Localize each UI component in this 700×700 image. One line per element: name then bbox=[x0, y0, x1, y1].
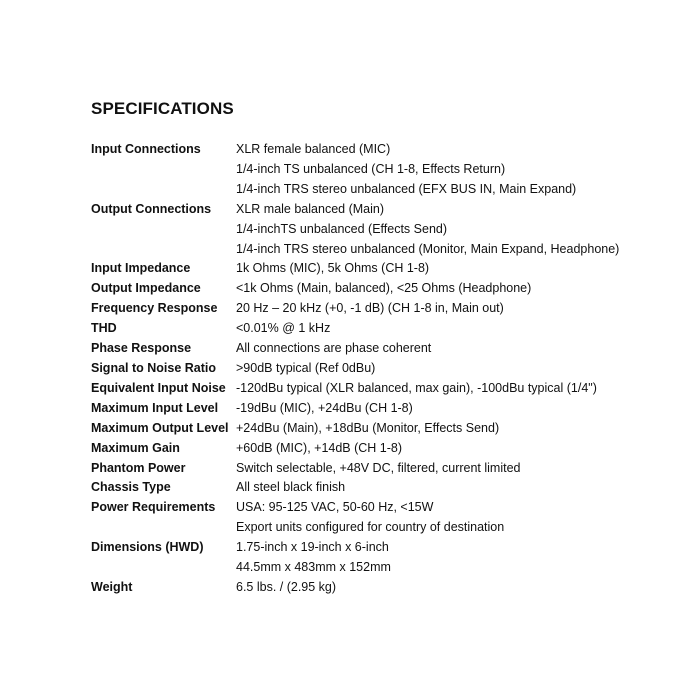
spec-label: Maximum Output Level bbox=[91, 420, 229, 435]
spec-row bbox=[91, 439, 651, 459]
spec-label: Output Connections bbox=[91, 201, 212, 216]
spec-value: -19dBu (MIC), +24dBu (CH 1-8) bbox=[236, 400, 413, 415]
spec-label: Weight bbox=[91, 579, 133, 594]
spec-value: Export units configured for country of destination bbox=[236, 520, 505, 535]
spec-row bbox=[91, 538, 651, 578]
spec-label: Power Requirements bbox=[91, 500, 216, 515]
spec-value: -120dBu typical (XLR balanced, max gain), -100dBu typical (1/4") bbox=[236, 380, 597, 395]
page-title: SPECIFICATIONS bbox=[91, 99, 234, 118]
spec-row bbox=[91, 498, 651, 538]
spec-row bbox=[91, 419, 651, 439]
spec-values bbox=[236, 538, 651, 578]
spec-label: Dimensions (HWD) bbox=[91, 540, 204, 555]
spec-label: Phantom Power bbox=[91, 460, 186, 475]
spec-values bbox=[236, 319, 651, 339]
spec-value: 1k Ohms (MIC), 5k Ohms (CH 1-8) bbox=[236, 261, 430, 276]
spec-values bbox=[236, 419, 651, 439]
spec-label: Input Connections bbox=[91, 142, 201, 156]
spec-label: Chassis Type bbox=[91, 480, 171, 495]
spec-row bbox=[91, 478, 651, 498]
spec-row bbox=[91, 259, 651, 279]
spec-row bbox=[91, 319, 651, 339]
spec-values bbox=[236, 359, 651, 379]
spec-row bbox=[91, 339, 651, 359]
spec-value: USA: 95-125 VAC, 50-60 Hz, <15W bbox=[236, 500, 434, 515]
spec-row bbox=[91, 399, 651, 419]
spec-values bbox=[236, 339, 651, 359]
spec-values bbox=[236, 299, 651, 319]
spec-label: Phase Response bbox=[91, 341, 192, 356]
spec-value: All connections are phase coherent bbox=[236, 341, 432, 356]
spec-value: 1/4-inch TS unbalanced (CH 1-8, Effects Return) bbox=[236, 161, 506, 176]
spec-label: Signal to Noise Ratio bbox=[91, 360, 217, 375]
spec-label: Output Impedance bbox=[91, 281, 201, 296]
spec-value: 1/4-inch TRS stereo unbalanced (EFX BUS IN, Main Expand) bbox=[236, 181, 577, 196]
spec-value: >90dB typical (Ref 0dBu) bbox=[236, 360, 376, 375]
spec-value: 1.75-inch x 19-inch x 6-inch bbox=[236, 540, 389, 555]
spec-value: 1/4-inch TRS stereo unbalanced (Monitor, Main Expand, Headphone) bbox=[236, 241, 620, 256]
spec-row bbox=[91, 200, 651, 260]
spec-value: 1/4-inchTS unbalanced (Effects Send) bbox=[236, 221, 448, 236]
spec-values bbox=[236, 259, 651, 279]
spec-label: Maximum Input Level bbox=[91, 400, 219, 415]
spec-value: <0.01% @ 1 kHz bbox=[236, 321, 331, 336]
spec-values bbox=[236, 200, 651, 260]
spec-values bbox=[236, 439, 651, 459]
spec-row bbox=[91, 359, 651, 379]
spec-values bbox=[236, 379, 651, 399]
spec-values bbox=[236, 399, 651, 419]
spec-row bbox=[91, 459, 651, 479]
spec-label: Frequency Response bbox=[91, 301, 218, 316]
spec-label: THD bbox=[91, 321, 117, 336]
spec-value: Switch selectable, +48V DC, filtered, current limited bbox=[236, 460, 521, 475]
spec-row bbox=[91, 379, 651, 399]
spec-value: +60dB (MIC), +14dB (CH 1-8) bbox=[236, 440, 403, 455]
spec-table bbox=[91, 140, 651, 598]
spec-values bbox=[236, 140, 651, 200]
spec-row bbox=[91, 578, 651, 598]
spec-values bbox=[236, 498, 651, 538]
spec-values bbox=[236, 578, 651, 598]
spec-value: 44.5mm x 483mm x 152mm bbox=[236, 560, 391, 575]
spec-value: All steel black finish bbox=[236, 480, 346, 495]
spec-label: Input Impedance bbox=[91, 261, 191, 276]
spec-value: 20 Hz – 20 kHz (+0, -1 dB) (CH 1-8 in, Main out) bbox=[236, 301, 504, 316]
spec-label: Equivalent Input Noise bbox=[91, 380, 226, 395]
spec-values bbox=[236, 279, 651, 299]
spec-row bbox=[91, 299, 651, 319]
spec-row bbox=[91, 140, 651, 200]
spec-values bbox=[236, 478, 651, 498]
spec-label: Maximum Gain bbox=[91, 440, 180, 455]
spec-values bbox=[236, 459, 651, 479]
spec-value: 6.5 lbs. / (2.95 kg) bbox=[236, 579, 337, 594]
spec-value: <1k Ohms (Main, balanced), <25 Ohms (Headphone) bbox=[236, 281, 532, 296]
spec-value: +24dBu (Main), +18dBu (Monitor, Effects Send) bbox=[236, 420, 500, 435]
spec-value: XLR male balanced (Main) bbox=[236, 201, 384, 216]
spec-row bbox=[91, 279, 651, 299]
spec-value: XLR female balanced (MIC) bbox=[236, 142, 391, 156]
